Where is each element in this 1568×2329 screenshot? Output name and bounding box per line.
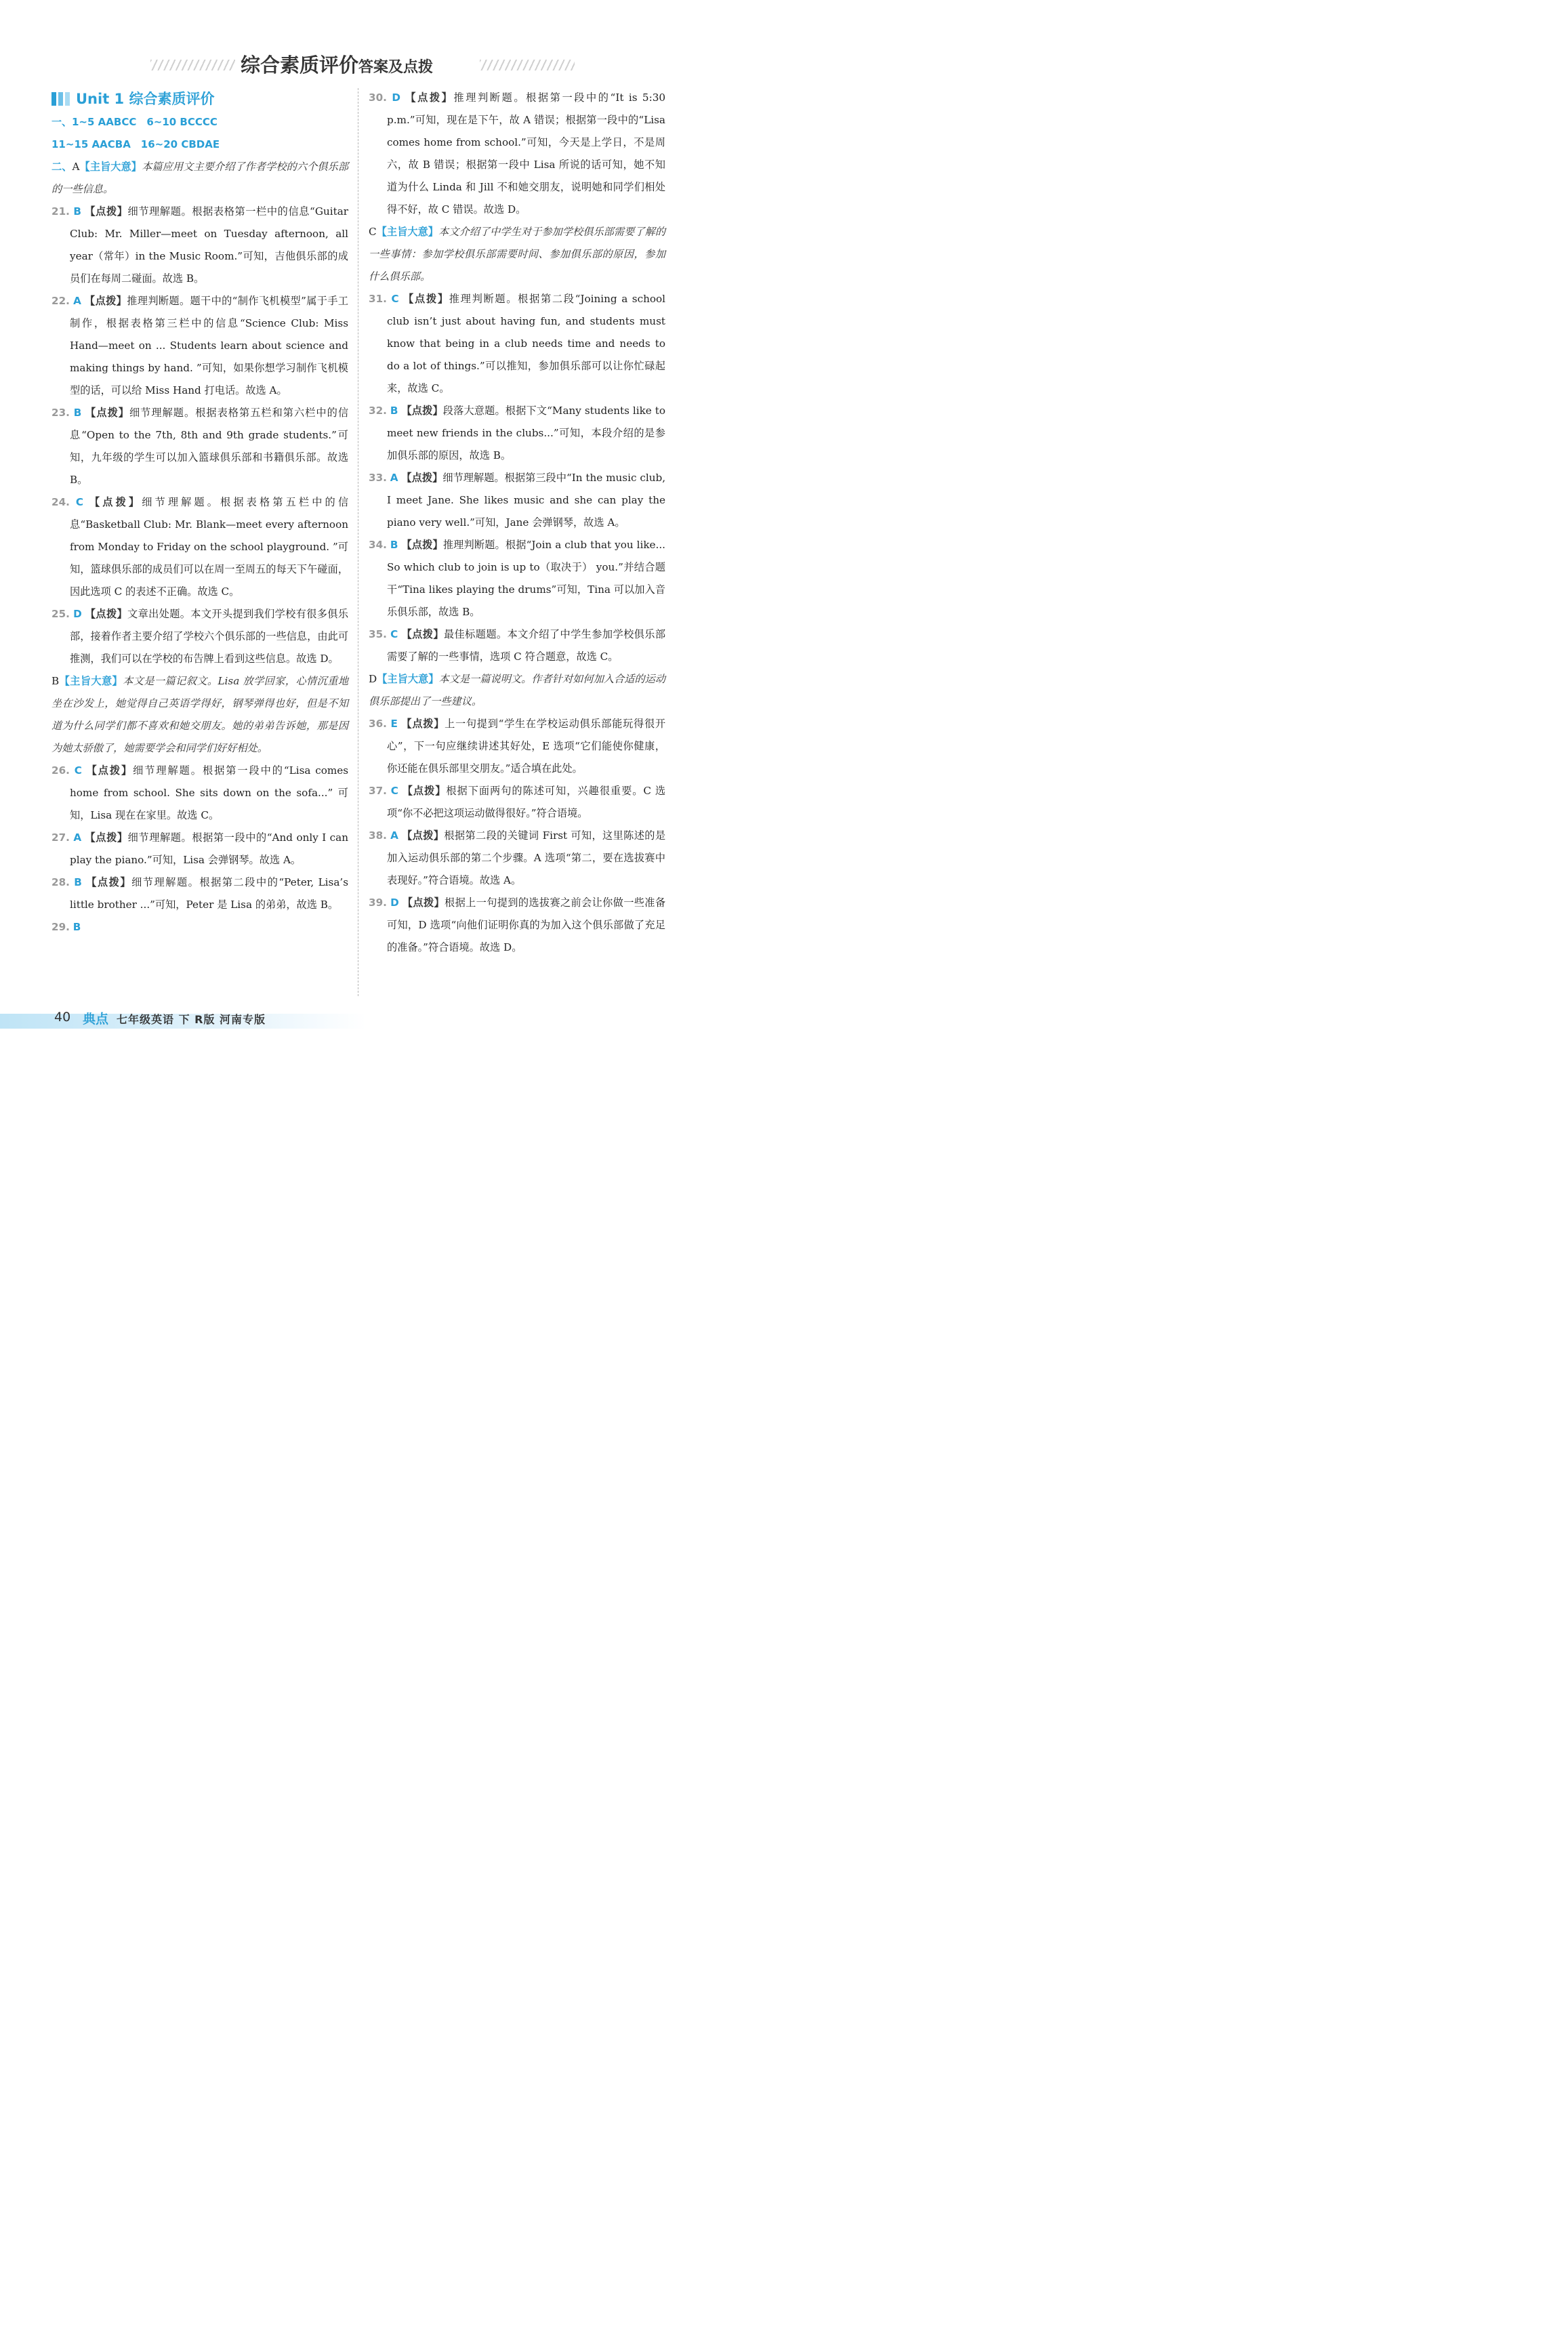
answer-letter: A xyxy=(390,472,398,484)
passage-letter: A xyxy=(72,161,80,173)
answer-letter: C xyxy=(391,293,399,305)
explanation-text: 段落大意题。根据下文“Many students like to meet new friends in the clubs...”可知，本段介绍的是参加俱乐部的原因，故选 B。 xyxy=(387,405,666,461)
answer-item xyxy=(369,623,665,668)
left-answer-list xyxy=(51,156,348,939)
right-answer-list xyxy=(369,87,665,959)
part1-key-line1: 一、1~5 AABCC 6~10 BCCCC xyxy=(51,116,218,128)
main-idea-tag: 【主旨大意】 xyxy=(377,673,439,685)
answer-item xyxy=(51,916,348,939)
question-number: 27. xyxy=(51,831,70,844)
explanation-text: 细节理解题。根据第一段中的“And only I can play the piano.”可知，Lisa 会弹钢琴。故选 A。 xyxy=(70,831,348,866)
answer-letter: E xyxy=(390,718,398,730)
answer-item xyxy=(369,713,665,780)
hint-tag: 【点拨】 xyxy=(85,295,127,307)
hint-tag: 【点拨】 xyxy=(401,405,443,417)
answer-item xyxy=(51,402,348,491)
answer-item xyxy=(51,290,348,402)
explanation-text: 最佳标题题。本文介绍了中学生参加学校俱乐部需要了解的一些事情，选项 C 符合题意，故选 C。 xyxy=(387,628,666,663)
answer-item xyxy=(369,467,665,534)
question-number: 24. xyxy=(51,496,70,508)
explanation-text: 根据上一句提到的选拔赛之前会让你做一些准备可知，D 选项“向他们证明你真的为加入这个俱乐部做了充足的准备。”符合语境。故选 D。 xyxy=(387,896,666,953)
left-column xyxy=(51,87,348,939)
explanation-text: 推理判断题。根据第二段“Joining a school club isn’t just about having fun, and students must know that being in a club needs time and needs to do a lot of things.”可以推知，参加俱乐部可以让你忙碌起来，故选 C。 xyxy=(387,293,666,394)
answer-letter: C xyxy=(74,764,82,777)
answer-letter: D xyxy=(392,91,400,104)
passage-summary xyxy=(51,670,348,760)
question-number: 39. xyxy=(369,896,387,909)
hint-tag: 【点拨】 xyxy=(401,539,443,551)
answer-item xyxy=(51,201,348,290)
part1-key-line2: 11~15 AACBA 16~20 CBDAE xyxy=(51,138,220,150)
question-number: 31. xyxy=(369,293,387,305)
title-main: 综合素质评价 xyxy=(241,54,359,77)
main-idea-tag: 【主旨大意】 xyxy=(59,675,123,687)
explanation-text: 根据第二段的关键词 First 可知，这里陈述的是加入运动俱乐部的第二个步骤。A 选项“第二，要在选拔赛中表现好。”符合语境。故选 A。 xyxy=(387,829,666,886)
right-column xyxy=(369,87,665,959)
hint-tag: 【点拨】 xyxy=(86,876,132,888)
passage-letter: B xyxy=(51,675,60,687)
hint-tag: 【点拨】 xyxy=(402,829,445,842)
passage-summary xyxy=(51,156,348,201)
answer-item xyxy=(51,760,348,827)
question-number: 35. xyxy=(369,628,387,640)
answer-item xyxy=(51,603,348,670)
question-number: 21. xyxy=(51,205,70,218)
answer-letter: C xyxy=(390,628,398,640)
passage-letter: C xyxy=(369,226,377,238)
hint-tag: 【点拨】 xyxy=(89,496,142,508)
page-footer xyxy=(0,1007,711,1034)
explanation-text: 细节理解题。根据表格第五栏中的信息“Basketball Club: Mr. Blank—meet every afternoon from Monday to Friday on the school playground. ”可知，篮球俱乐部的成员们可以在周一至周五的每天下午碰面，因此选项 C 的表述不正确。故选 C。 xyxy=(70,496,349,598)
answer-item xyxy=(369,892,665,959)
answer-letter: A xyxy=(73,295,81,307)
main-idea-text: 本文是一篇记叙文。Lisa 放学回家，心情沉重地坐在沙发上，她觉得自己英语学得好，钢琴弹得也好，但是不知道为什么同学们都不喜欢和她交朋友。她的弟弟告诉她，那是因为她太骄傲了，她需要学会和同学们好好相处。 xyxy=(51,675,349,754)
answer-letter: C xyxy=(75,496,84,508)
unit-title-text: Unit 1 综合素质评价 xyxy=(76,91,215,107)
answer-letter: C xyxy=(390,785,398,797)
answer-letter: D xyxy=(73,608,82,620)
main-idea-text: 本篇应用文主要介绍了作者学校的六个俱乐部的一些信息。 xyxy=(51,161,349,195)
hint-tag: 【点拨】 xyxy=(401,718,445,730)
hint-tag: 【点拨】 xyxy=(402,896,445,909)
answer-item xyxy=(51,871,348,916)
hint-tag: 【点拨】 xyxy=(402,785,447,797)
passage-summary xyxy=(369,221,665,288)
explanation-text: 推理判断题。题干中的“制作飞机模型”属于手工制作，根据表格第三栏中的信息“Science Club: Miss Hand—meet on ... Students learn about science and making things by hand. ”可知，如果你想学习制作飞机模型的话，可以给 Miss Hand 打电话。故选 A。 xyxy=(70,295,349,396)
page-header xyxy=(0,47,711,81)
passage-summary xyxy=(369,668,665,713)
question-number: 34. xyxy=(369,539,387,551)
answer-item xyxy=(369,288,665,400)
header-hatch-right xyxy=(480,60,575,70)
page-title xyxy=(241,50,433,78)
question-number: 25. xyxy=(51,608,70,620)
explanation-text: 细节理解题。根据表格第五栏和第六栏中的信息“Open to the 7th, 8th and 9th grade students.”可知，九年级的学生可以加入篮球俱乐部和书籍俱乐部。故选 B。 xyxy=(70,407,349,486)
title-sub: 答案及点拨 xyxy=(358,59,434,76)
page-number: 40 xyxy=(54,1010,71,1025)
unit-bars-icon xyxy=(51,92,70,106)
answer-letter: B xyxy=(390,539,398,551)
explanation-text: 细节理解题。根据表格第一栏中的信息“Guitar Club: Mr. Miller—meet on Tuesday afternoon, all year（常年）in the Music Room.”可知，吉他俱乐部的成员们在每周二碰面。故选 B。 xyxy=(70,205,349,285)
question-number: 29. xyxy=(51,921,70,933)
hint-tag: 【点拨】 xyxy=(401,472,443,484)
question-number: 38. xyxy=(369,829,387,842)
question-number: 32. xyxy=(369,405,387,417)
answer-item xyxy=(51,827,348,871)
question-number: 22. xyxy=(51,295,70,307)
brand-logo: 典点 xyxy=(83,1012,109,1027)
answer-letter: B xyxy=(73,921,81,933)
answer-letter: B xyxy=(74,876,82,888)
answer-letter: B xyxy=(73,205,81,218)
question-number: 30. xyxy=(369,91,387,104)
answer-item xyxy=(369,87,665,221)
book-info: 七年级英语 下 R版 河南专版 xyxy=(117,1013,266,1026)
hint-tag: 【点拨】 xyxy=(86,764,133,777)
question-number: 37. xyxy=(369,785,387,797)
question-number: 36. xyxy=(369,718,387,730)
hint-tag: 【点拨】 xyxy=(85,831,128,844)
hint-tag: 【点拨】 xyxy=(85,407,129,419)
answer-letter: A xyxy=(390,829,398,842)
answer-item xyxy=(369,780,665,825)
answer-letter: B xyxy=(73,407,82,419)
explanation-text: 细节理解题。根据第三段中“In the music club, I meet Jane. She likes music and she can play the piano very well.”可知，Jane 会弹钢琴，故选 A。 xyxy=(387,472,666,529)
answer-letter: A xyxy=(73,831,82,844)
answer-letter: D xyxy=(390,896,399,909)
hint-tag: 【点拨】 xyxy=(401,628,444,640)
header-hatch-left xyxy=(150,60,235,70)
hint-tag: 【点拨】 xyxy=(85,205,128,218)
question-number: 28. xyxy=(51,876,70,888)
explanation-text: 上一句提到“学生在学校运动俱乐部能玩得很开心”，下一句应继续讲述其好处，E 选项“它们能使你健康，你还能在俱乐部里交朋友。”适合填在此处。 xyxy=(387,718,666,775)
answer-item xyxy=(369,825,665,892)
hint-tag: 【点拨】 xyxy=(405,91,454,104)
unit-heading xyxy=(51,87,348,111)
answer-item xyxy=(369,400,665,467)
main-idea-tag: 【主旨大意】 xyxy=(376,226,439,238)
explanation-text: 推理判断题。根据第一段中的“It is 5:30 p.m.”可知，现在是下午，故 A 错误；根据第一段中的“Lisa comes home from school.”可知，今天是上学日，不是周六，故 B 错误；根据第一段中 Lisa 所说的话可知，她不知道为什么 Linda 和 Jill 不和她交朋友，说明她和同学们相处得不好，故 C 错误。故选 D。 xyxy=(387,91,666,215)
main-idea-text: 本文介绍了中学生对于参加学校俱乐部需要了解的一些事情：参加学校俱乐部需要时间、参加俱乐部的原因，参加什么俱乐部。 xyxy=(369,226,665,283)
question-number: 23. xyxy=(51,407,70,419)
explanation-text: 文章出处题。本文开头提到我们学校有很多俱乐部，接着作者主要介绍了学校六个俱乐部的一些信息，由此可推测，我们可以在学校的布告牌上看到这些信息。故选 D。 xyxy=(70,608,349,665)
section-prefix: 二、 xyxy=(51,161,73,173)
passage-letter: D xyxy=(369,673,377,685)
explanation-text: 根据下面两句的陈述可知，兴趣很重要。C 选项“你不必把这项运动做得很好。”符合语境。 xyxy=(387,785,666,819)
hint-tag: 【点拨】 xyxy=(403,293,449,305)
answer-letter: B xyxy=(390,405,398,417)
answer-item xyxy=(51,491,348,603)
explanation-text: 细节理解题。根据第一段中的“Lisa comes home from school. She sits down on the sofa...” 可知，Lisa 现在在家里。故选 C。 xyxy=(70,764,349,821)
answer-item xyxy=(369,534,665,623)
hint-tag: 【点拨】 xyxy=(85,608,128,620)
question-number: 33. xyxy=(369,472,387,484)
main-idea-text: 本文是一篇说明文。作者针对如何加入合适的运动俱乐部提出了一些建议。 xyxy=(369,673,666,707)
explanation-text: 推理判断题。根据“Join a club that you like... So which club to join is up to（取决于） you.”并结合题干“Tina likes playing the drums”可知，Tina 可以加入音乐俱乐部，故选 B。 xyxy=(387,539,665,618)
question-number: 26. xyxy=(51,764,70,777)
explanation-text: 细节理解题。根据第二段中的“Peter, Lisa’s little brother ...”可知，Peter 是 Lisa 的弟弟，故选 B。 xyxy=(70,876,348,911)
main-idea-tag: 【主旨大意】 xyxy=(79,161,142,173)
